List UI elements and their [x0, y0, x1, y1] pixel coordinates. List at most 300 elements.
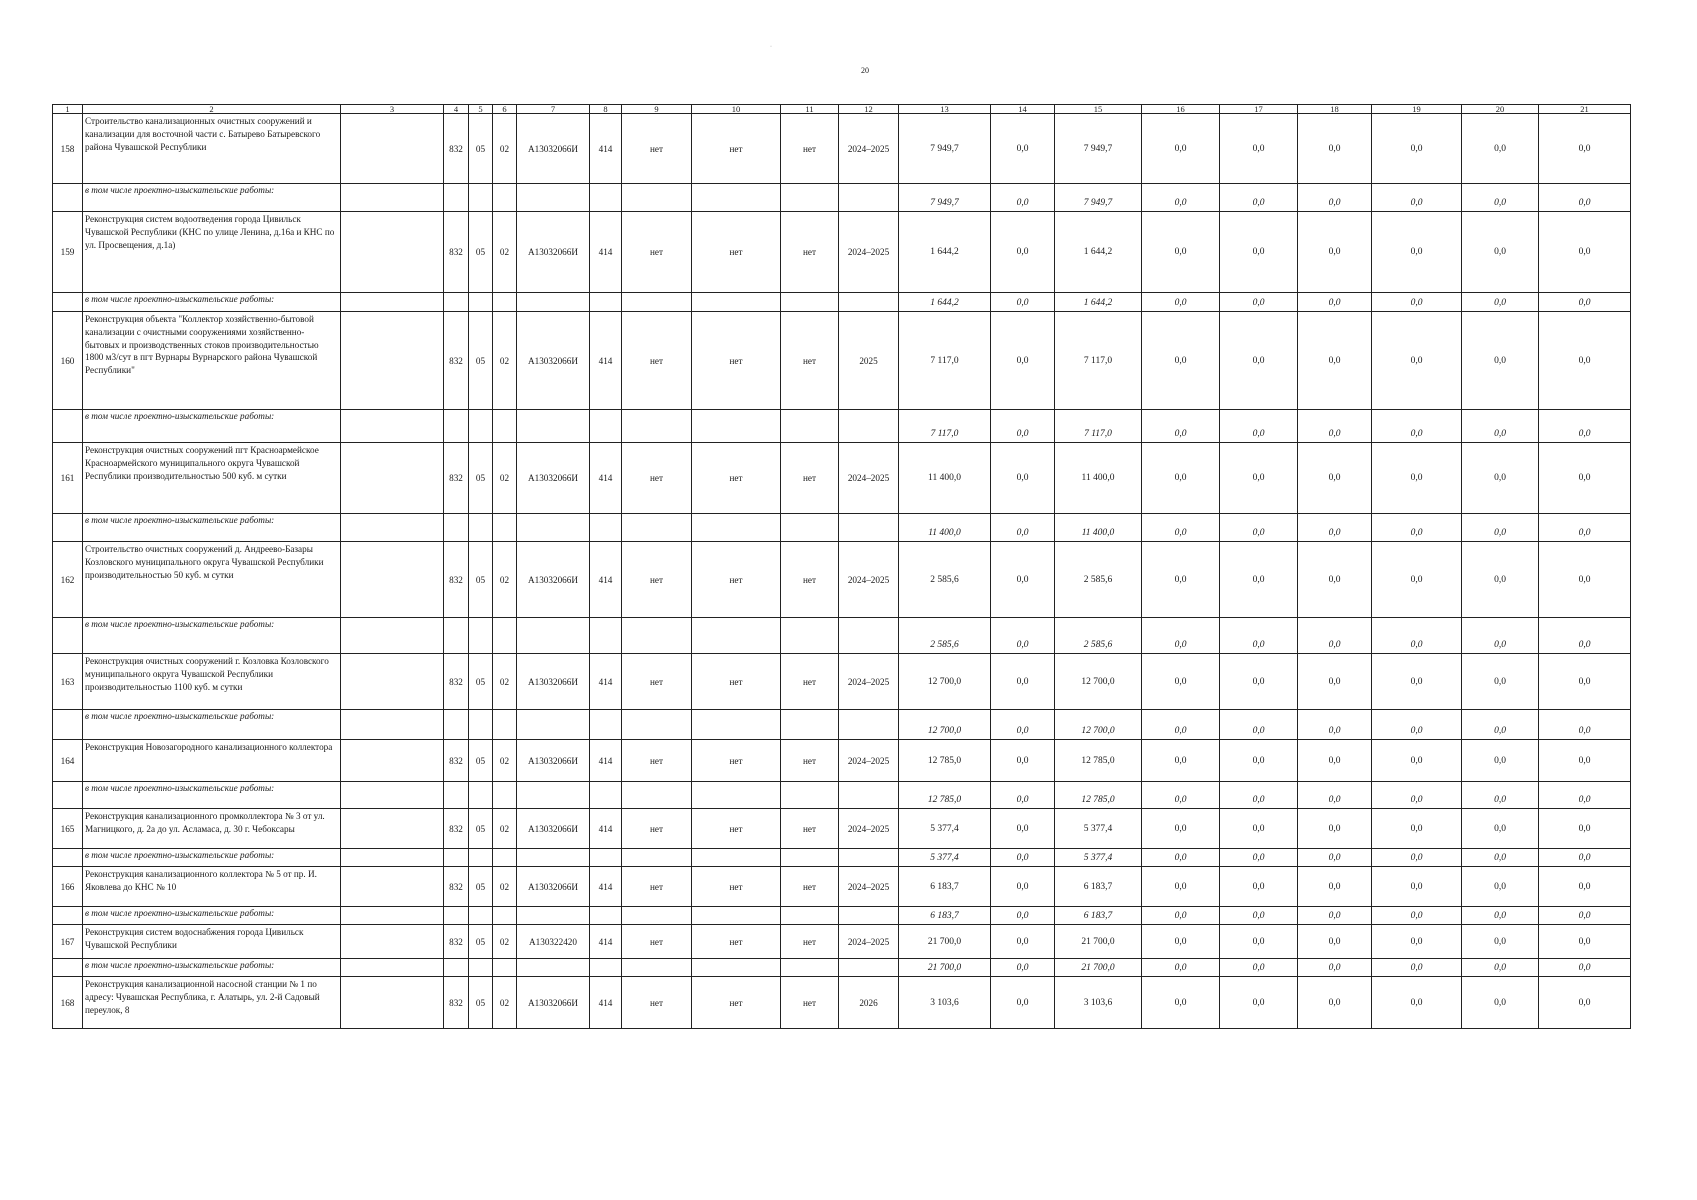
cell-empty [53, 514, 83, 542]
cell-empty [692, 907, 781, 925]
sub-cell-c14: 0,0 [991, 907, 1055, 925]
cell-empty [493, 710, 517, 740]
sub-cell-c18: 0,0 [1298, 849, 1372, 867]
sub-cell-c15: 11 400,0 [1055, 514, 1142, 542]
cell-c7: А13032066И [517, 654, 590, 710]
cell-empty [53, 410, 83, 443]
cell-c15: 12 785,0 [1055, 740, 1142, 782]
cell-empty [590, 782, 622, 809]
cell-c16: 0,0 [1142, 977, 1220, 1029]
cell-c11: нет [781, 654, 839, 710]
cell-c20: 0,0 [1462, 443, 1539, 514]
cell-c8: 414 [590, 740, 622, 782]
cell-c13: 12 785,0 [899, 740, 991, 782]
cell-empty [444, 959, 469, 977]
cell-empty [839, 184, 899, 212]
cell-col-3 [341, 114, 444, 184]
cell-empty [469, 293, 493, 312]
column-header-12: 12 [839, 105, 899, 114]
cell-c18: 0,0 [1298, 809, 1372, 849]
sub-cell-c20: 0,0 [1462, 184, 1539, 212]
row-number: 165 [53, 809, 83, 849]
sub-cell-c20: 0,0 [1462, 293, 1539, 312]
cell-c8: 414 [590, 809, 622, 849]
cell-empty [53, 907, 83, 925]
cell-c11: нет [781, 212, 839, 293]
cell-empty [493, 410, 517, 443]
sub-cell-c19: 0,0 [1372, 293, 1462, 312]
cell-c12: 2025 [839, 312, 899, 410]
cell-c4: 832 [444, 809, 469, 849]
subtotal-label: в том числе проектно-изыскательские работы: [83, 184, 341, 212]
cell-c16: 0,0 [1142, 867, 1220, 907]
cell-c17: 0,0 [1220, 867, 1298, 907]
cell-c4: 832 [444, 312, 469, 410]
sub-cell-c18: 0,0 [1298, 618, 1372, 654]
cell-c18: 0,0 [1298, 542, 1372, 618]
cell-empty [590, 514, 622, 542]
table-row [53, 925, 1631, 959]
cell-c18: 0,0 [1298, 114, 1372, 184]
cell-c11: нет [781, 443, 839, 514]
sub-cell-c20: 0,0 [1462, 849, 1539, 867]
cell-c5: 05 [469, 925, 493, 959]
cell-c18: 0,0 [1298, 925, 1372, 959]
subtotal-label: в том числе проектно-изыскательские работы: [83, 410, 341, 443]
cell-c7: А13032066И [517, 114, 590, 184]
sub-cell-c17: 0,0 [1220, 907, 1298, 925]
cell-c13: 12 700,0 [899, 654, 991, 710]
sub-cell-c13: 1 644,2 [899, 293, 991, 312]
cell-empty [622, 907, 692, 925]
cell-c8: 414 [590, 867, 622, 907]
cell-c4: 832 [444, 654, 469, 710]
cell-c10: нет [692, 925, 781, 959]
cell-empty [53, 293, 83, 312]
cell-c9: нет [622, 925, 692, 959]
sub-cell-c20: 0,0 [1462, 959, 1539, 977]
column-header-10: 10 [692, 105, 781, 114]
column-header-11: 11 [781, 105, 839, 114]
sub-cell-c19: 0,0 [1372, 907, 1462, 925]
cell-c18: 0,0 [1298, 212, 1372, 293]
cell-c5: 05 [469, 809, 493, 849]
sub-cell-c20: 0,0 [1462, 410, 1539, 443]
cell-c9: нет [622, 114, 692, 184]
cell-c14: 0,0 [991, 312, 1055, 410]
cell-empty [444, 849, 469, 867]
subtotal-label: в том числе проектно-изыскательские работы: [83, 710, 341, 740]
row-number: 159 [53, 212, 83, 293]
subtotal-label: в том числе проектно-изыскательские работы: [83, 907, 341, 925]
cell-c18: 0,0 [1298, 740, 1372, 782]
cell-c7: А13032066И [517, 809, 590, 849]
cell-empty [444, 782, 469, 809]
column-header-5: 5 [469, 105, 493, 114]
cell-c7: А13032066И [517, 977, 590, 1029]
cell-c14: 0,0 [991, 212, 1055, 293]
sub-cell-c14: 0,0 [991, 514, 1055, 542]
cell-col-3 [341, 212, 444, 293]
cell-col-3 [341, 740, 444, 782]
sub-cell-c20: 0,0 [1462, 782, 1539, 809]
column-header-9: 9 [622, 105, 692, 114]
sub-cell-c18: 0,0 [1298, 410, 1372, 443]
cell-c12: 2024–2025 [839, 809, 899, 849]
cell-empty [622, 410, 692, 443]
cell-c13: 5 377,4 [899, 809, 991, 849]
cell-c18: 0,0 [1298, 654, 1372, 710]
cell-c14: 0,0 [991, 654, 1055, 710]
cell-empty [781, 959, 839, 977]
sub-cell-c18: 0,0 [1298, 514, 1372, 542]
cell-c7: А13032066И [517, 312, 590, 410]
cell-c10: нет [692, 443, 781, 514]
subtotal-label: в том числе проектно-изыскательские работы: [83, 849, 341, 867]
sub-cell-c17: 0,0 [1220, 849, 1298, 867]
cell-c13: 1 644,2 [899, 212, 991, 293]
sub-cell-c18: 0,0 [1298, 184, 1372, 212]
sub-cell-c19: 0,0 [1372, 410, 1462, 443]
table-row [53, 312, 1631, 410]
cell-empty [493, 907, 517, 925]
cell-empty [444, 410, 469, 443]
subtotal-label: в том числе проектно-изыскательские работы: [83, 618, 341, 654]
cell-c5: 05 [469, 542, 493, 618]
sub-cell-c16: 0,0 [1142, 849, 1220, 867]
cell-empty [590, 184, 622, 212]
sub-cell-c14: 0,0 [991, 184, 1055, 212]
cell-c21: 0,0 [1539, 542, 1631, 618]
cell-c11: нет [781, 312, 839, 410]
cell-empty [469, 184, 493, 212]
cell-empty [839, 293, 899, 312]
cell-c10: нет [692, 867, 781, 907]
cell-c21: 0,0 [1539, 809, 1631, 849]
subtotal-row [53, 618, 1631, 654]
cell-c6: 02 [493, 312, 517, 410]
cell-empty [781, 710, 839, 740]
cell-c16: 0,0 [1142, 654, 1220, 710]
cell-c20: 0,0 [1462, 312, 1539, 410]
cell-c9: нет [622, 312, 692, 410]
cell-empty [517, 410, 590, 443]
cell-c4: 832 [444, 114, 469, 184]
cell-c17: 0,0 [1220, 114, 1298, 184]
sub-cell-c20: 0,0 [1462, 710, 1539, 740]
sub-cell-c20: 0,0 [1462, 514, 1539, 542]
cell-c19: 0,0 [1372, 114, 1462, 184]
sub-cell-c16: 0,0 [1142, 710, 1220, 740]
sub-cell-c14: 0,0 [991, 849, 1055, 867]
sub-cell-c15: 2 585,6 [1055, 618, 1142, 654]
cell-empty [469, 618, 493, 654]
sub-cell-c13: 21 700,0 [899, 959, 991, 977]
cell-c9: нет [622, 212, 692, 293]
cell-c7: А13032066И [517, 740, 590, 782]
cell-c6: 02 [493, 809, 517, 849]
sub-cell-c21: 0,0 [1539, 710, 1631, 740]
cell-empty [53, 849, 83, 867]
sub-cell-c16: 0,0 [1142, 514, 1220, 542]
sub-cell-c17: 0,0 [1220, 410, 1298, 443]
cell-empty [622, 618, 692, 654]
cell-empty [517, 710, 590, 740]
cell-empty [692, 710, 781, 740]
cell-c16: 0,0 [1142, 542, 1220, 618]
sub-cell-c19: 0,0 [1372, 710, 1462, 740]
sub-cell-c16: 0,0 [1142, 618, 1220, 654]
cell-c6: 02 [493, 977, 517, 1029]
sub-cell-c13: 7 117,0 [899, 410, 991, 443]
cell-c7: А13032066И [517, 443, 590, 514]
sub-cell-c16: 0,0 [1142, 293, 1220, 312]
cell-empty [517, 907, 590, 925]
cell-col-3 [341, 977, 444, 1029]
cell-c19: 0,0 [1372, 867, 1462, 907]
cell-c11: нет [781, 809, 839, 849]
row-number: 161 [53, 443, 83, 514]
column-header-13: 13 [899, 105, 991, 114]
sub-cell-c13: 12 700,0 [899, 710, 991, 740]
sub-cell-c18: 0,0 [1298, 959, 1372, 977]
sub-cell-c19: 0,0 [1372, 514, 1462, 542]
sub-cell-c16: 0,0 [1142, 959, 1220, 977]
cell-c19: 0,0 [1372, 443, 1462, 514]
cell-empty [53, 618, 83, 654]
subtotal-row [53, 710, 1631, 740]
subtotal-row [53, 907, 1631, 925]
cell-col-3 [341, 410, 444, 443]
sub-cell-c15: 6 183,7 [1055, 907, 1142, 925]
cell-empty [493, 849, 517, 867]
cell-c10: нет [692, 212, 781, 293]
cell-empty [781, 849, 839, 867]
cell-c6: 02 [493, 867, 517, 907]
sub-cell-c16: 0,0 [1142, 782, 1220, 809]
cell-c6: 02 [493, 925, 517, 959]
table-row [53, 809, 1631, 849]
cell-col-3 [341, 867, 444, 907]
cell-c7: А13032066И [517, 867, 590, 907]
sub-cell-c13: 7 949,7 [899, 184, 991, 212]
cell-empty [444, 907, 469, 925]
cell-empty [839, 782, 899, 809]
object-name: Реконструкция Новозагородного канализационного коллектора [83, 740, 341, 782]
cell-empty [590, 618, 622, 654]
cell-empty [493, 184, 517, 212]
cell-empty [53, 184, 83, 212]
cell-c13: 2 585,6 [899, 542, 991, 618]
cell-empty [839, 514, 899, 542]
sub-cell-c16: 0,0 [1142, 184, 1220, 212]
cell-c15: 3 103,6 [1055, 977, 1142, 1029]
cell-c14: 0,0 [991, 867, 1055, 907]
cell-c20: 0,0 [1462, 212, 1539, 293]
cell-c21: 0,0 [1539, 443, 1631, 514]
cell-c19: 0,0 [1372, 542, 1462, 618]
cell-empty [692, 959, 781, 977]
sub-cell-c15: 12 785,0 [1055, 782, 1142, 809]
cell-empty [493, 782, 517, 809]
object-name: Строительство очистных сооружений д. Андреево-Базары Козловского муниципального округа Чувашской Республики производительностью 50 куб. м сутки [83, 542, 341, 618]
cell-c17: 0,0 [1220, 925, 1298, 959]
cell-c12: 2024–2025 [839, 740, 899, 782]
cell-empty [469, 959, 493, 977]
cell-c20: 0,0 [1462, 867, 1539, 907]
cell-col-3 [341, 542, 444, 618]
cell-empty [622, 710, 692, 740]
table-row [53, 740, 1631, 782]
row-number: 162 [53, 542, 83, 618]
sub-cell-c13: 5 377,4 [899, 849, 991, 867]
cell-empty [590, 410, 622, 443]
cell-c9: нет [622, 809, 692, 849]
cell-empty [781, 410, 839, 443]
cell-c14: 0,0 [991, 114, 1055, 184]
cell-empty [517, 184, 590, 212]
column-header-16: 16 [1142, 105, 1220, 114]
sub-cell-c18: 0,0 [1298, 907, 1372, 925]
cell-c5: 05 [469, 312, 493, 410]
cell-col-3 [341, 907, 444, 925]
cell-empty [692, 184, 781, 212]
cell-c11: нет [781, 925, 839, 959]
sub-cell-c19: 0,0 [1372, 849, 1462, 867]
sub-cell-c14: 0,0 [991, 782, 1055, 809]
cell-col-3 [341, 514, 444, 542]
sub-cell-c13: 2 585,6 [899, 618, 991, 654]
subtotal-row [53, 514, 1631, 542]
cell-c4: 832 [444, 542, 469, 618]
cell-c17: 0,0 [1220, 977, 1298, 1029]
sub-cell-c15: 5 377,4 [1055, 849, 1142, 867]
table-row [53, 114, 1631, 184]
cell-empty [517, 959, 590, 977]
cell-col-3 [341, 849, 444, 867]
cell-c21: 0,0 [1539, 740, 1631, 782]
sub-cell-c13: 11 400,0 [899, 514, 991, 542]
cell-empty [692, 293, 781, 312]
sub-cell-c21: 0,0 [1539, 849, 1631, 867]
cell-c17: 0,0 [1220, 809, 1298, 849]
cell-c21: 0,0 [1539, 212, 1631, 293]
object-name: Реконструкция очистных сооружений пгт Красноармейское Красноармейского муниципального округа Чувашской Республики производительностью 500 куб. м сутки [83, 443, 341, 514]
cell-c8: 414 [590, 212, 622, 293]
cell-empty [517, 514, 590, 542]
cell-col-3 [341, 654, 444, 710]
cell-empty [622, 293, 692, 312]
cell-c8: 414 [590, 542, 622, 618]
cell-empty [469, 907, 493, 925]
cell-c16: 0,0 [1142, 809, 1220, 849]
cell-c14: 0,0 [991, 977, 1055, 1029]
cell-c11: нет [781, 977, 839, 1029]
cell-c8: 414 [590, 654, 622, 710]
cell-c9: нет [622, 740, 692, 782]
cell-c13: 11 400,0 [899, 443, 991, 514]
cell-c16: 0,0 [1142, 740, 1220, 782]
cell-c17: 0,0 [1220, 654, 1298, 710]
sub-cell-c14: 0,0 [991, 410, 1055, 443]
column-header-15: 15 [1055, 105, 1142, 114]
cell-c15: 11 400,0 [1055, 443, 1142, 514]
table-row [53, 867, 1631, 907]
cell-c18: 0,0 [1298, 443, 1372, 514]
object-name: Реконструкция канализационного промколлектора № 3 от ул. Магницкого, д. 2а до ул. Асламаса, д. 30 г. Чебоксары [83, 809, 341, 849]
cell-c15: 7 949,7 [1055, 114, 1142, 184]
cell-c11: нет [781, 542, 839, 618]
cell-c5: 05 [469, 977, 493, 1029]
cell-empty [781, 782, 839, 809]
sub-cell-c14: 0,0 [991, 618, 1055, 654]
cell-empty [53, 710, 83, 740]
cell-c13: 7 949,7 [899, 114, 991, 184]
sub-cell-c20: 0,0 [1462, 907, 1539, 925]
cell-empty [444, 514, 469, 542]
cell-c5: 05 [469, 443, 493, 514]
cell-empty [622, 782, 692, 809]
cell-c14: 0,0 [991, 740, 1055, 782]
sub-cell-c17: 0,0 [1220, 514, 1298, 542]
cell-c8: 414 [590, 925, 622, 959]
cell-empty [590, 849, 622, 867]
cell-c17: 0,0 [1220, 312, 1298, 410]
sub-cell-c19: 0,0 [1372, 618, 1462, 654]
cell-col-3 [341, 293, 444, 312]
sub-cell-c17: 0,0 [1220, 293, 1298, 312]
cell-c14: 0,0 [991, 809, 1055, 849]
cell-c5: 05 [469, 740, 493, 782]
cell-empty [622, 184, 692, 212]
cell-c12: 2024–2025 [839, 443, 899, 514]
row-number: 160 [53, 312, 83, 410]
cell-c9: нет [622, 977, 692, 1029]
cell-empty [444, 184, 469, 212]
cell-c17: 0,0 [1220, 443, 1298, 514]
column-header-20: 20 [1462, 105, 1539, 114]
cell-c11: нет [781, 740, 839, 782]
sub-cell-c14: 0,0 [991, 959, 1055, 977]
cell-c6: 02 [493, 443, 517, 514]
cell-c20: 0,0 [1462, 740, 1539, 782]
column-header-4: 4 [444, 105, 469, 114]
sub-cell-c17: 0,0 [1220, 710, 1298, 740]
cell-c8: 414 [590, 443, 622, 514]
cell-c15: 7 117,0 [1055, 312, 1142, 410]
cell-c6: 02 [493, 114, 517, 184]
cell-c11: нет [781, 867, 839, 907]
cell-c20: 0,0 [1462, 542, 1539, 618]
cell-c19: 0,0 [1372, 809, 1462, 849]
column-header-1: 1 [53, 105, 83, 114]
column-number-row [53, 105, 1631, 114]
cell-c18: 0,0 [1298, 312, 1372, 410]
cell-c16: 0,0 [1142, 114, 1220, 184]
row-number: 163 [53, 654, 83, 710]
subtotal-label: в том числе проектно-изыскательские работы: [83, 514, 341, 542]
cell-c16: 0,0 [1142, 925, 1220, 959]
cell-empty [469, 849, 493, 867]
cell-empty [839, 849, 899, 867]
subtotal-row [53, 410, 1631, 443]
row-number: 166 [53, 867, 83, 907]
column-header-21: 21 [1539, 105, 1631, 114]
cell-empty [692, 849, 781, 867]
cell-c9: нет [622, 443, 692, 514]
sub-cell-c19: 0,0 [1372, 782, 1462, 809]
object-name: Реконструкция канализационной насосной станции № 1 по адресу: Чувашская Республика, г. Алатырь, ул. 2-й Садовый переулок, 8 [83, 977, 341, 1029]
